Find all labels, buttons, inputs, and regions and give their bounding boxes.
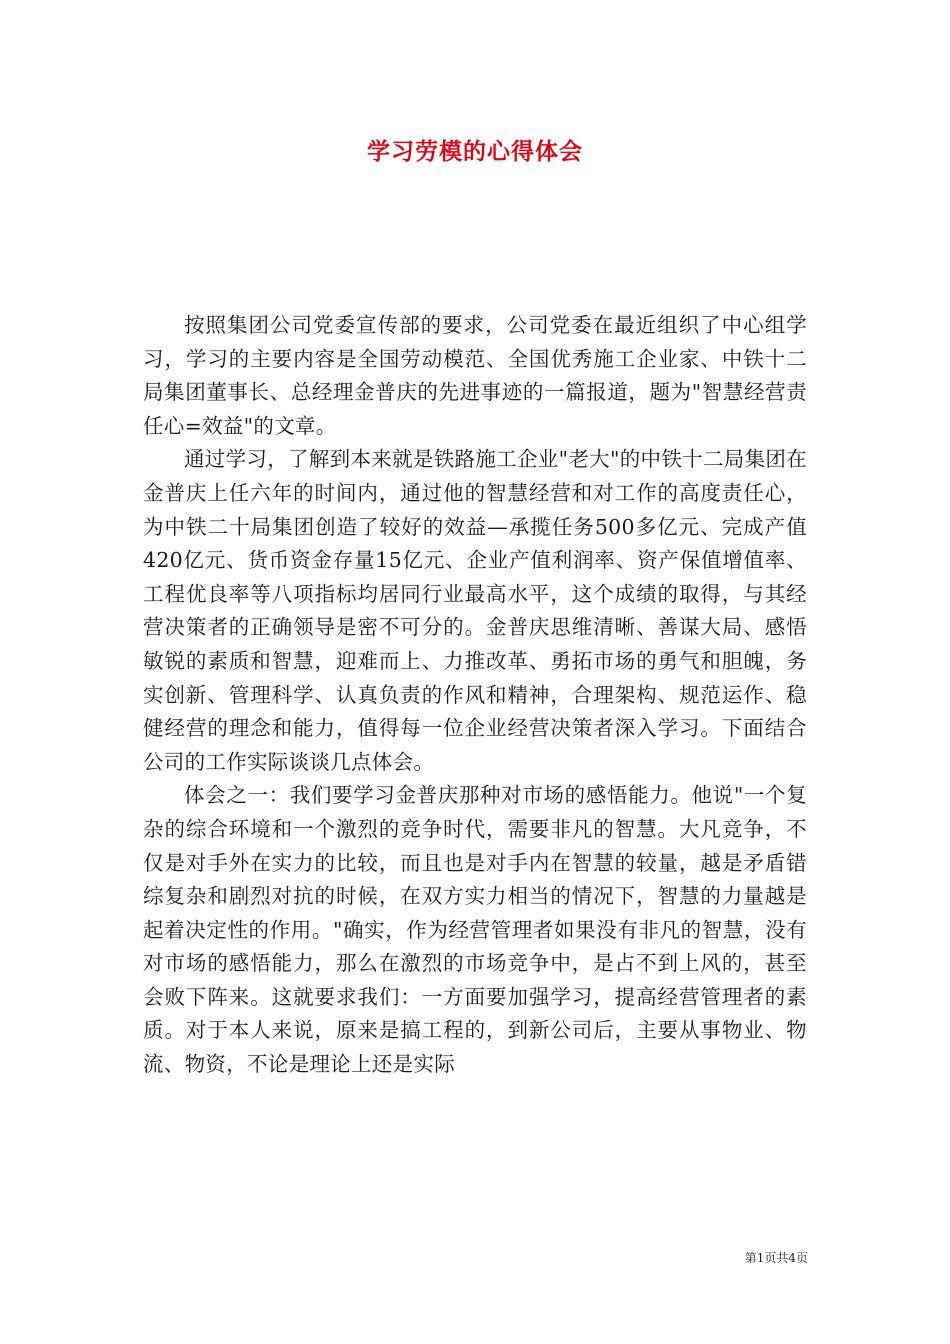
paragraph-3: 体会之一：我们要学习金普庆那种对市场的感悟能力。他说"一个复杂的综合环境和一个激烈的竞争时代，需要非凡的智慧。大凡竞争，不仅是对手外在实力的比较，而且也是对手内在智慧的较量，越是矛盾错综复杂和剧烈对抗的时候，在双方实力相当的情况下，智慧的力量越是起着决定性的作用。"确实，作为经营管理者如果没有非凡的智慧，没有对市场的感悟能力，那么在激烈的市场竞争中，是占不到上风的，甚至会败下阵来。这就要求我们：一方面要加强学习，提高经营管理者的素质。对于本人来说，原来是搞工程的，到新公司后，主要从事物业、物流、物资，不论是理论上还是实际 — [143, 783, 807, 1077]
document-body — [143, 309, 807, 1082]
paragraph-2: 通过学习，了解到本来就是铁路施工企业"老大"的中铁十二局集团在金普庆上任六年的时间内，通过他的智慧经营和对工作的高度责任心，为中铁二十局集团创造了较好的效益—承揽任务500多亿元、完成产值420亿元、货币资金存量15亿元、企业产值利润率、资产保值增值率、工程优良率等八项指标均居同行业最高水平，这个成绩的取得，与其经营决策者的正确领导是密不可分的。金普庆思维清晰、善谋大局、感悟敏锐的素质和智慧，迎难而上、力推改革、勇拓市场的勇气和胆魄，务实创新、管理科学、认真负责的作风和精神，合理架构、规范运作、稳健经营的理念和能力，值得每一位企业经营决策者深入学习。下面结合公司的工作实际谈谈几点体会。 — [143, 447, 807, 774]
page-number: 第1页共4页 — [744, 1251, 808, 1265]
document-title: 学习劳模的心得体会 — [367, 139, 583, 165]
paragraph-1: 按照集团公司党委宣传部的要求，公司党委在最近组织了中心组学习，学习的主要内容是全国劳动模范、全国优秀施工企业家、中铁十二局集团董事长、总经理金普庆的先进事迹的一篇报道，题为"智慧经营责任心=效益"的文章。 — [143, 313, 807, 438]
